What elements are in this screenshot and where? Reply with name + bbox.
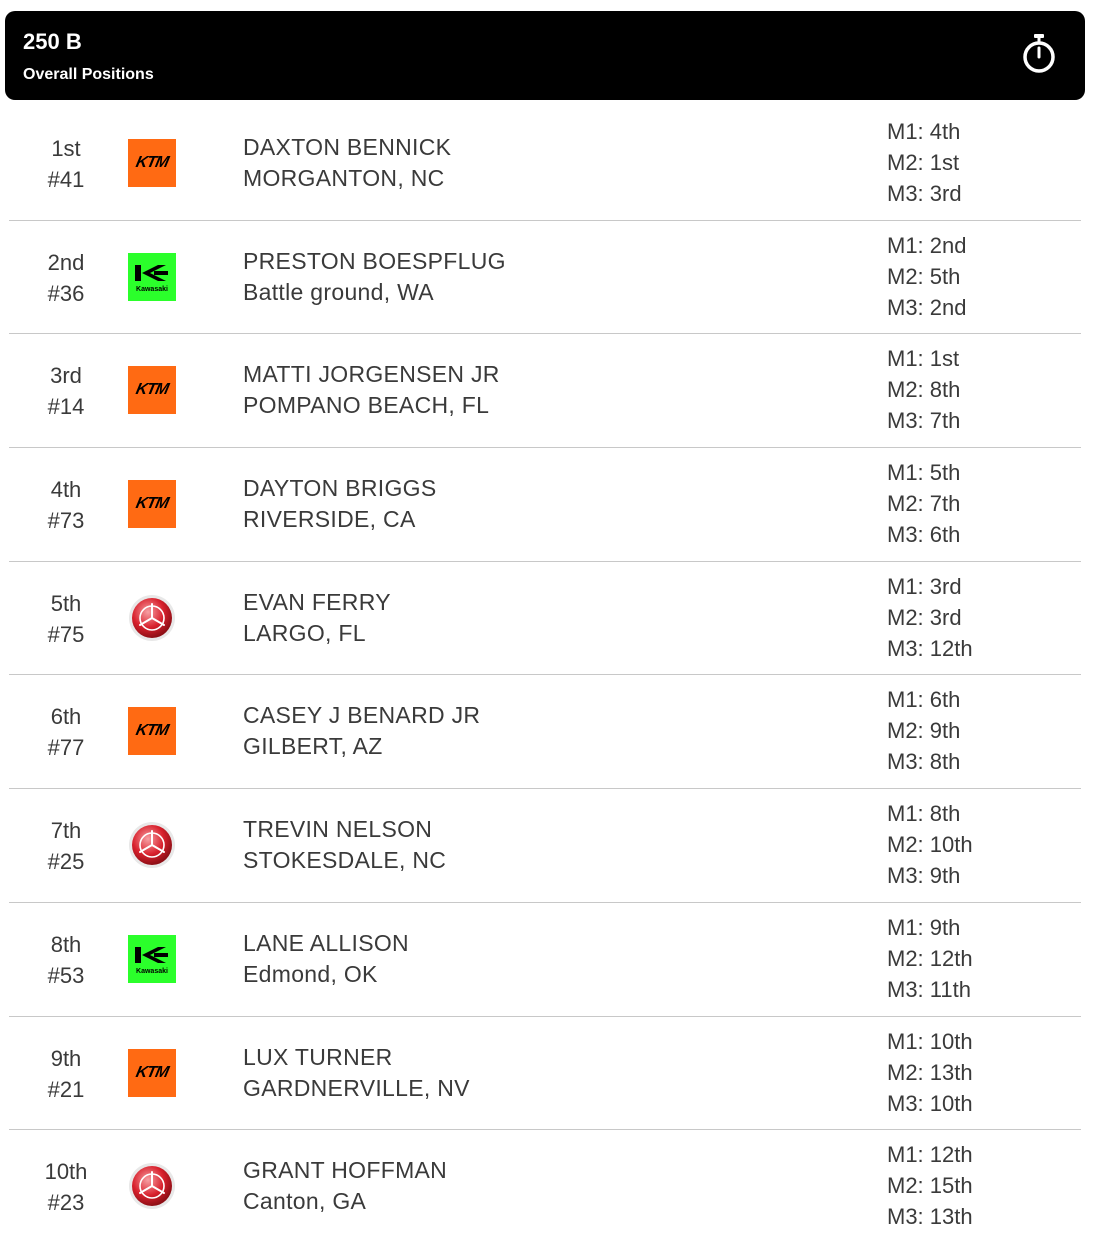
ktm-logo-text: KTM [134,381,170,399]
ktm-logo-text: KTM [134,495,170,513]
moto-results [887,798,973,891]
rider-number: #36 [47,280,85,306]
moto-1-result: M1: 9th [887,914,961,940]
kawasaki-logo-icon [128,253,176,301]
result-row[interactable] [9,675,1081,789]
rider-location: STOKESDALE, NC [243,847,447,874]
moto-3-result: M3: 7th [887,408,961,434]
position-place: 10th [44,1159,88,1185]
moto-results [887,116,962,209]
rider-name: CASEY J BENARD JR [243,702,481,729]
moto-3-result: M3: 10th [887,1090,973,1116]
class-subtitle: Overall Positions [23,66,154,83]
yamaha-logo-icon [128,594,176,642]
ktm-logo-icon [128,480,176,528]
moto-2-result: M2: 15th [887,1173,973,1199]
ktm-logo-text: KTM [134,722,170,740]
rider-location: Battle ground, WA [243,278,434,305]
position-place: 5th [50,590,82,616]
result-row[interactable] [9,221,1081,335]
yamaha-logo-icon [128,1162,176,1210]
kawasaki-logo-text: Kawasaki [136,967,168,975]
moto-2-result: M2: 7th [887,491,961,517]
result-row[interactable] [9,789,1081,903]
moto-results [887,457,960,550]
moto-1-result: M1: 6th [887,687,961,713]
rider-location: LARGO, FL [243,619,366,646]
ktm-logo-icon [128,707,176,755]
rider-number: #73 [47,508,85,534]
result-row[interactable] [9,1130,1081,1240]
class-header [5,11,1085,100]
moto-1-result: M1: 2nd [887,232,967,258]
ktm-logo-text: KTM [134,1063,170,1081]
moto-1-result: M1: 12th [887,1142,973,1168]
moto-results [887,1139,973,1232]
moto-1-result: M1: 10th [887,1028,973,1054]
moto-results [887,684,960,777]
rider-name: TREVIN NELSON [243,816,433,843]
moto-2-result: M2: 9th [887,718,961,744]
moto-2-result: M2: 3rd [887,604,962,630]
rider-number: #14 [47,394,85,420]
rider-name: MATTI JORGENSEN JR [243,361,500,388]
position-place: 9th [50,1045,82,1071]
rider-number: #53 [47,962,85,988]
moto-3-result: M3: 11th [887,976,971,1002]
rider-location: MORGANTON, NC [243,165,445,191]
moto-2-result: M2: 10th [887,832,973,858]
ktm-logo-icon [128,366,176,414]
rider-number: #23 [47,1190,85,1216]
moto-2-result: M2: 12th [887,945,973,971]
rider-location: RIVERSIDE, CA [243,506,416,533]
ktm-logo-icon [128,1049,176,1097]
rider-location: Canton, GA [243,1188,367,1215]
rider-name: GRANT HOFFMAN [243,1157,448,1184]
moto-1-result: M1: 3rd [887,573,962,599]
position-place: 1st [51,136,81,161]
kawasaki-logo-text: Kawasaki [136,285,168,293]
moto-results [887,1026,973,1119]
moto-1-result: M1: 1st [887,346,960,372]
moto-2-result: M2: 5th [887,263,961,289]
rider-number: #21 [47,1076,85,1102]
position-place: 3rd [50,363,82,389]
result-row[interactable] [9,107,1081,221]
ktm-logo-text: KTM [134,154,170,171]
rider-name: PRESTON BOESPFLUG [243,247,506,274]
rider-name: DAXTON BENNICK [243,134,452,160]
rider-number: #75 [47,621,85,647]
kawasaki-logo-icon [128,935,176,983]
stopwatch-icon[interactable] [1021,33,1057,75]
moto-3-result: M3: 13th [887,1204,973,1230]
moto-2-result: M2: 1st [887,150,960,175]
rider-location: Edmond, OK [243,960,378,987]
rider-location: POMPANO BEACH, FL [243,392,490,419]
moto-3-result: M3: 6th [887,522,961,548]
position-place: 4th [50,477,82,503]
moto-results [887,912,973,1005]
moto-3-result: M3: 12th [887,635,973,661]
moto-results [887,230,967,323]
yamaha-logo-icon [128,821,176,869]
result-row[interactable] [9,903,1081,1017]
rider-name: LUX TURNER [243,1043,393,1070]
position-place: 6th [50,704,82,730]
moto-1-result: M1: 4th [887,119,961,144]
rider-name: LANE ALLISON [243,929,409,956]
rider-number: #41 [47,167,85,192]
results-list [9,107,1081,1240]
moto-2-result: M2: 13th [887,1059,973,1085]
rider-number: #25 [47,849,85,875]
result-row[interactable] [9,562,1081,676]
moto-1-result: M1: 8th [887,801,961,827]
class-title: 250 B [23,29,82,54]
result-row[interactable] [9,334,1081,448]
result-row[interactable] [9,1017,1081,1131]
rider-name: DAYTON BRIGGS [243,475,437,502]
moto-3-result: M3: 3rd [887,181,962,206]
moto-1-result: M1: 5th [887,460,961,486]
position-place: 2nd [47,249,85,275]
result-row[interactable] [9,448,1081,562]
moto-results [887,571,973,664]
position-place: 8th [50,931,82,957]
moto-results [887,343,960,436]
moto-3-result: M3: 8th [887,749,961,775]
ktm-logo-icon [128,139,176,187]
rider-name: EVAN FERRY [243,588,391,615]
moto-3-result: M3: 2nd [887,294,967,320]
rider-location: GARDNERVILLE, NV [243,1074,470,1101]
rider-location: GILBERT, AZ [243,733,383,760]
position-place: 7th [50,818,82,844]
moto-3-result: M3: 9th [887,863,961,889]
moto-2-result: M2: 8th [887,377,961,403]
rider-number: #77 [47,735,85,761]
